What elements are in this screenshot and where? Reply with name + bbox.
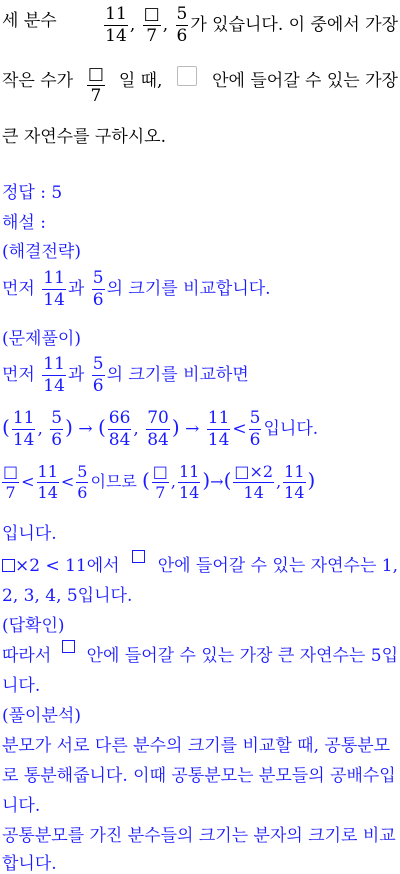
fraction-11-14: $\frac{11}{14}$ — [37, 462, 58, 502]
fraction-5-6: $\frac{5}{6}$ — [92, 354, 104, 396]
fraction-11-14: $\frac{11}{14}$ — [43, 268, 65, 310]
fraction-5-6: $\frac{5}{6}$ — [176, 4, 188, 46]
fraction-box2-14: $\frac{□\times 2}{14}$ — [234, 462, 274, 502]
question-line-1: 세 분수 $\frac{11}{14}$ , $\frac{□}{7}$ , $\frac{5}{6}$ 가 있습니다. 이 중에서 가장 — [2, 4, 398, 46]
fraction-box-7: $\frac{□}{7}$ — [152, 462, 168, 502]
answer-label: 정답 : 5 — [2, 183, 63, 203]
q2-text-a: 작은 수가 — [2, 71, 74, 91]
blank-square-icon — [62, 640, 75, 653]
fraction-11-14: $\frac{11}{14}$ — [284, 462, 305, 502]
explanation-label: 해설 : — [2, 213, 46, 233]
strategy-line: 먼저 $\frac{11}{14}$ 과 $\frac{5}{6}$ 의 크기를 비교합니다. — [2, 268, 271, 310]
strategy-header: (해결전략) — [2, 242, 81, 262]
fraction-11-14: $\frac{11}{14}$ — [105, 4, 127, 46]
fraction-66-84: $\frac{66}{84}$ — [108, 408, 131, 450]
blank-box-icon — [177, 66, 197, 86]
analysis-line-2: 로 통분해줍니다. 이때 공통분모는 분모들의 공배수입 — [2, 766, 396, 786]
q1-text-b: 가 있습니다. 이 중에서 가장 — [190, 15, 398, 35]
solve-line-4: 입니다. — [2, 524, 57, 544]
blank-square-icon — [132, 550, 145, 563]
fraction-11-14: $\frac{11}{14}$ — [43, 354, 65, 396]
fraction-box-7-b: $\frac{□}{7}$ — [87, 64, 104, 106]
solve-line-5: ×2 < 11에서 안에 들어갈 수 있는 자연수는 1, — [2, 551, 398, 576]
fraction-11-14: $\frac{11}{14}$ — [207, 408, 230, 450]
fraction-box-7: $\frac{□}{7}$ — [3, 462, 19, 502]
solve-line-6: 2, 3, 4, 5입니다. — [2, 586, 133, 606]
blank-square-icon — [2, 559, 15, 572]
arrow-icon: → — [78, 419, 93, 439]
analysis-line-4: 공통분모를 가진 분수들의 크기는 분자의 크기로 비교 — [2, 826, 396, 846]
solve-line-1: 먼저 $\frac{11}{14}$ 과 $\frac{5}{6}$ 의 크기를 비교하면 — [2, 354, 249, 396]
analysis-line-5: 합니다. — [2, 854, 57, 874]
solve-header: (문제풀이) — [2, 329, 81, 349]
fraction-5-6: $\frac{5}{6}$ — [51, 408, 63, 450]
arrow-icon: → — [210, 472, 224, 491]
fraction-70-84: $\frac{70}{84}$ — [147, 408, 169, 450]
solve-line-2: ( $\frac{11}{14}$ , $\frac{5}{6}$ ) → ( $\frac{66}{84}$ , $\frac{70}{84}$ ) → $\frac{11}{14}$ < $\frac{5}{6}$ 입니다. — [2, 408, 319, 450]
analysis-line-3: 니다. — [2, 796, 41, 816]
q2-text-b: 일 때, — [118, 71, 163, 91]
fraction-11-14: $\frac{11}{14}$ — [178, 462, 200, 502]
fraction-11-14: $\frac{11}{14}$ — [12, 408, 35, 450]
q2-text-c: 안에 들어갈 수 있는 가장 — [212, 71, 398, 91]
analysis-header: (풀이분석) — [2, 706, 81, 726]
check-line-1: 따라서 안에 들어갈 수 있는 가장 큰 자연수는 5입 — [2, 641, 398, 666]
q1-text-a: 세 분수 — [2, 11, 57, 31]
check-line-2: 니다. — [2, 676, 41, 696]
check-header: (답확인) — [2, 616, 65, 636]
fraction-5-6: $\frac{5}{6}$ — [77, 462, 88, 502]
fraction-box-7: $\frac{□}{7}$ — [143, 4, 160, 46]
fraction-5-6: $\frac{5}{6}$ — [92, 268, 104, 310]
arrow-icon: → — [185, 419, 200, 439]
question-line-3: 큰 자연수를 구하시오. — [2, 127, 167, 147]
solve-line-3: $\frac{□}{7}$ < $\frac{11}{14}$ < $\frac{5}{6}$ 이므로 ( $\frac{□}{7}$ , $\frac{11}{14}$ )→( $\frac{□\times 2}{14}$ , $\frac{11}{14}$ ) — [3, 462, 316, 502]
question-line-2 — [2, 66, 398, 105]
analysis-line-1: 분모가 서로 다른 분수의 크기를 비교할 때, 공통분모 — [2, 736, 391, 756]
fraction-5-6: $\frac{5}{6}$ — [249, 408, 261, 450]
